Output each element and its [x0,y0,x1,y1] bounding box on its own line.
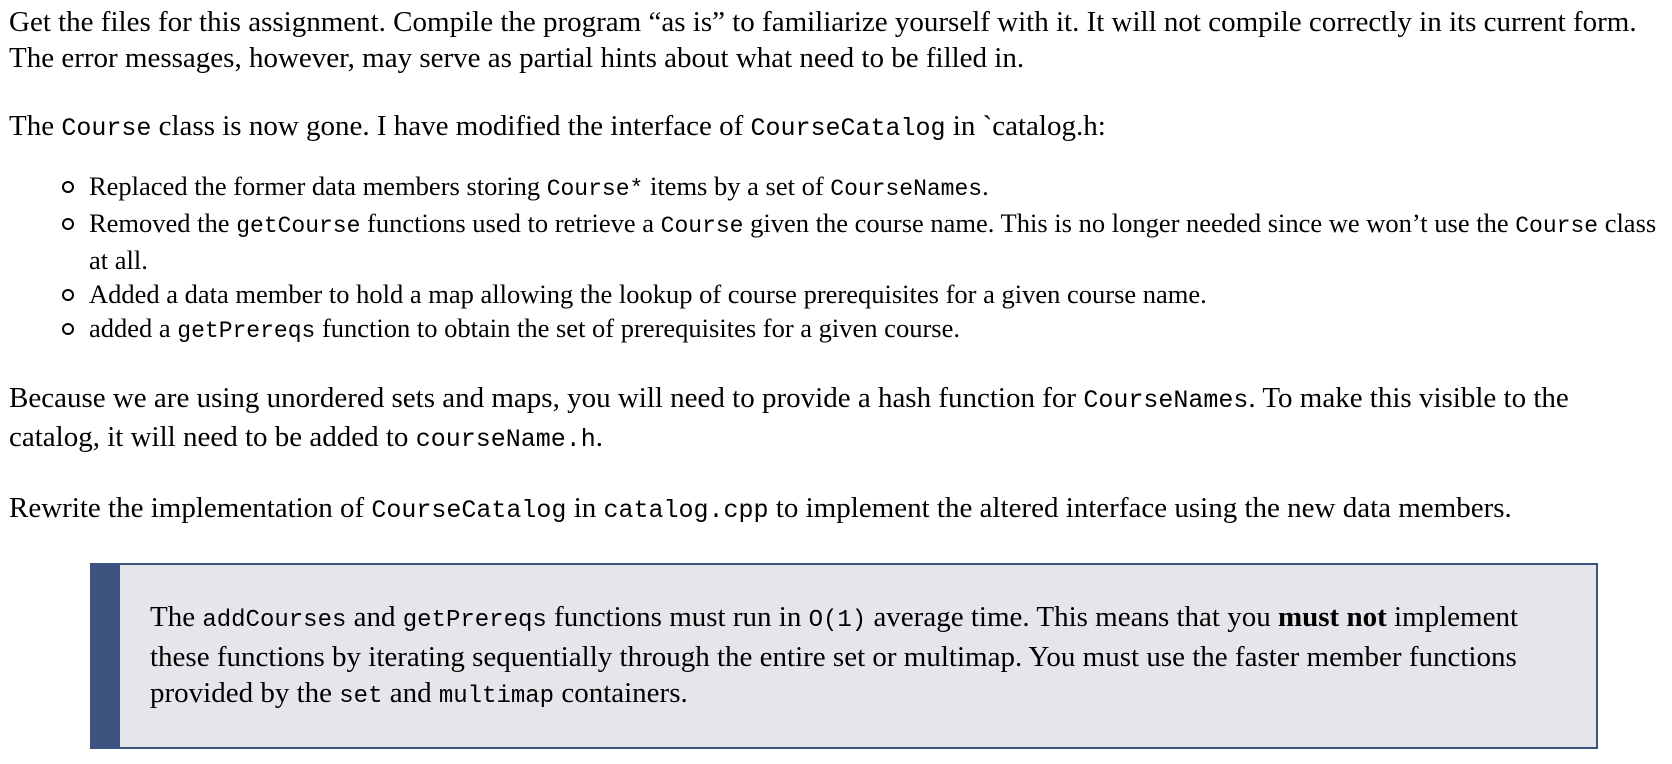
text-segment: and [346,601,403,633]
text-segment: . [595,421,603,453]
circle-bullet-icon [62,323,74,335]
text-segment: given the course name. This is no longer needed since we won’t use the [743,208,1516,238]
text-segment: average time. This means that you [866,601,1278,633]
code-getprereqs: getPrereqs [177,318,316,344]
code-coursenames: CourseNames [830,176,983,202]
text-segment: Rewrite the implementation of [9,492,372,524]
text-segment: items by a set of [643,171,831,201]
text-segment: class is now gone. I have modified the interface of [151,110,751,142]
list-item [89,277,1663,311]
text-segment: added a [89,313,178,343]
text-segment: containers. [554,677,688,709]
text-segment: functions used to retrieve a [360,208,661,238]
text-segment: in `catalog.h: [945,110,1106,142]
code-coursename-h: courseName.h [415,425,596,454]
callout-text [150,599,1536,715]
changes-list [9,169,1663,348]
intro-paragraph [9,4,1663,76]
code-course-pointer: Course* [546,176,644,202]
text-segment: The [150,601,203,633]
text-segment: Added a data member to hold a map allowing the lookup of course prerequisites for a given course name. [89,279,1207,309]
text-segment: The [9,110,62,142]
text-segment: function to obtain the set of prerequisites for a given course. [315,313,960,343]
code-coursecatalog: CourseCatalog [371,496,567,525]
text-segment: . [982,171,989,201]
code-coursecatalog: CourseCatalog [750,114,946,143]
code-addcourses: addCourses [202,607,347,634]
code-catalog-cpp: catalog.cpp [603,496,769,525]
code-o1: O(1) [808,607,867,634]
list-item [89,206,1663,277]
code-getcourse: getCourse [236,213,361,239]
text-segment: and [382,677,439,709]
text-segment: to implement the altered interface using the new data members. [768,492,1512,524]
text-segment: implement these functions by iterating sequentially through the entire set or multimap. You must use the faster member functions provided by the [150,601,1519,709]
circle-bullet-icon [62,181,74,193]
code-course: Course [61,114,152,143]
text-segment: class at all. [89,208,1657,275]
code-coursenames: CourseNames [1083,386,1249,415]
code-set: set [339,683,383,710]
text-segment: . To make this visible to the catalog, it will need to be added to [9,382,1569,453]
text-segment: functions must run in [546,601,809,633]
circle-bullet-icon [62,289,74,301]
code-multimap: multimap [438,683,555,710]
rewrite-paragraph [9,490,1663,529]
text-segment: in [566,492,604,524]
code-getprereqs: getPrereqs [402,607,547,634]
text-segment: Removed the [89,208,237,238]
circle-bullet-icon [62,218,74,230]
text-segment: Replaced the former data members storing [89,171,547,201]
interface-paragraph [9,108,1663,147]
text-segment: Because we are using unordered sets and maps, you will need to provide a hash function for [9,382,1084,414]
note-callout [90,563,1598,749]
emphasis-must-not: must not [1277,601,1387,633]
code-course: Course [660,213,744,239]
intro-text: Get the files for this assignment. Compile the program “as is” to familiarize yourself with it. It will not compile correctly in its current form. The error messages, however, may serve as partial hints about what need to be filled in. [9,6,1637,74]
code-course: Course [1515,213,1599,239]
list-item [89,311,1663,348]
list-item [89,169,1663,206]
hash-paragraph [9,380,1663,458]
